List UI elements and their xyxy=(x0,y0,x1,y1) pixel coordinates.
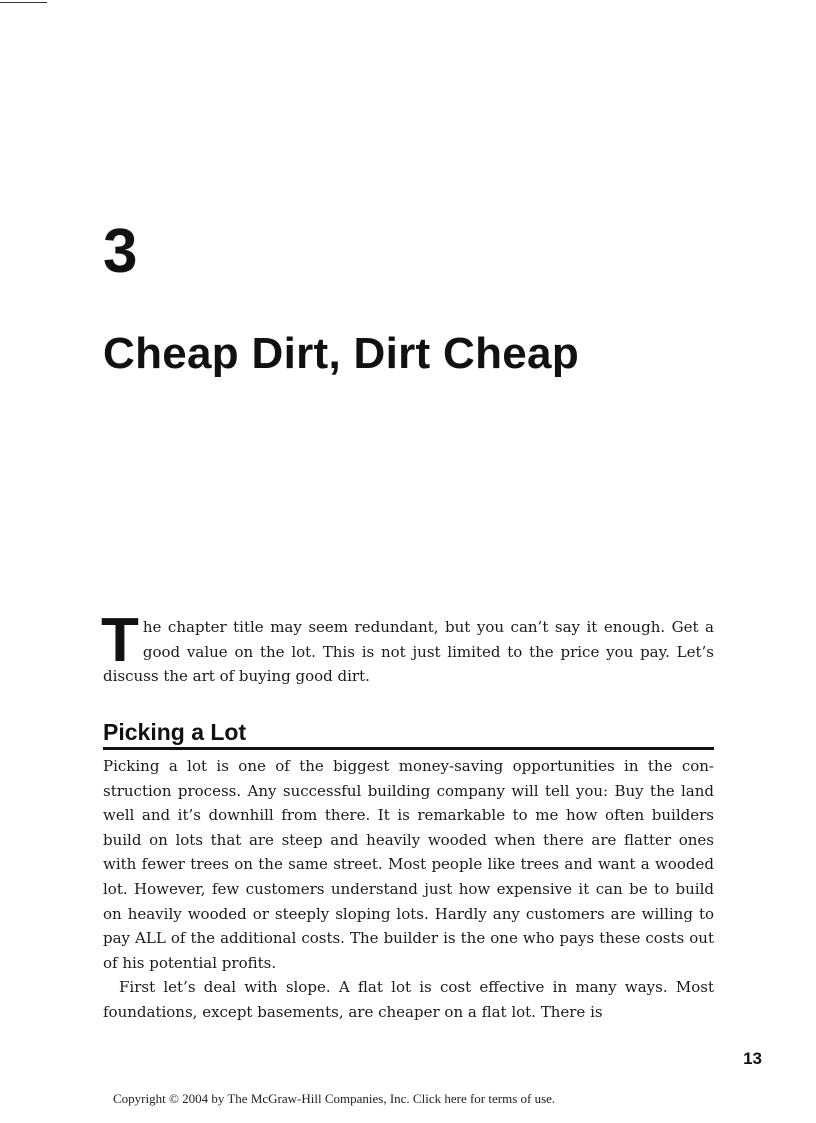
copyright-notice[interactable]: Copyright © 2004 by The McGraw-Hill Companies, Inc. Click here for terms of use. xyxy=(113,1091,556,1106)
corner-rule xyxy=(0,2,47,3)
intro-paragraph xyxy=(101,606,714,689)
section-heading: Picking a Lot xyxy=(103,718,714,750)
body-paragraph: Picking a lot is one of the biggest money-saving opportunities in the construction process. Any successful building company will tell you: Buy the land well and it’s downhill from there. It is remarkable to me how often builders build on lots that are steep and heavily wooded when there are flatter ones with fewer trees on the same street. Most people like trees and want a wooded lot. However, few customers understand just how expensive it can be to build on heavily wooded or steeply sloping lots. Hardly any customers are willing to pay ALL of the additional costs. The builder is the one who pays these costs out of his potential profits. xyxy=(103,757,714,972)
drop-cap: T xyxy=(101,606,139,675)
section-picking-a-lot xyxy=(103,718,714,1025)
body-paragraph: First let’s deal with slope. A flat lot is cost effective in many ways. Most foundations, except basements, are cheaper on a flat lot. There is xyxy=(103,978,714,1021)
chapter-title: Cheap Dirt, Dirt Cheap xyxy=(103,329,579,378)
chapter-number: 3 xyxy=(103,217,138,286)
intro-text: he chapter title may seem redundant, but you can’t say it enough. Get a good value on the lot. This is not just limited to the price you pay. Let’s discuss the art of buying good dirt. xyxy=(103,618,714,686)
page-number: 13 xyxy=(743,1049,762,1068)
